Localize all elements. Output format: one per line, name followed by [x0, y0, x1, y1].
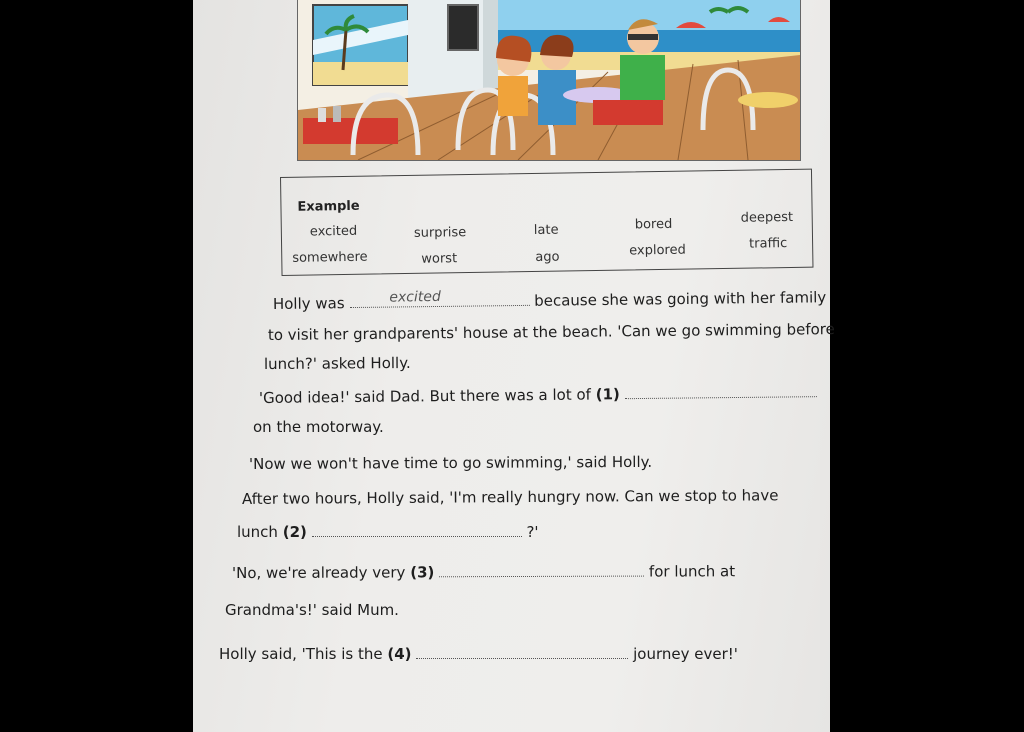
story-line-5: on the motorway. [253, 418, 384, 436]
word-option: excited [309, 223, 358, 240]
word-option: deepest [740, 209, 794, 226]
question-number-1: (1) [595, 385, 620, 404]
word-option: surprise [413, 225, 467, 241]
blank-2[interactable] [312, 522, 522, 537]
word-box [280, 169, 813, 276]
story-line-7: After two hours, Holly said, 'I'm really hungry now. Can we stop to have [241, 486, 779, 508]
story-line-4: 'Good idea!' said Dad. But there was a lot of (1) [259, 382, 817, 407]
story-line-6: 'Now we won't have time to go swimming,' said Holly. [248, 452, 653, 473]
blank-4[interactable] [416, 644, 628, 659]
question-number-4: (4) [387, 645, 412, 663]
story-line-8: lunch (2) ?' [237, 523, 539, 541]
story-line-10: Grandma's!' said Mum. [225, 601, 399, 619]
story-line-11: Holly said, 'This is the (4) journey ever!' [219, 645, 738, 663]
story-line-2: to visit her grandparents' house at the beach. 'Can we go swimming before [267, 320, 835, 344]
word-option: explored [629, 242, 686, 259]
story-line-3: lunch?' asked Holly. [263, 353, 411, 373]
word-option: worst [421, 251, 458, 267]
word-option: late [533, 222, 559, 239]
word-box-title: Example [297, 198, 360, 215]
word-option: somewhere [292, 249, 368, 266]
blank-3[interactable] [439, 562, 644, 578]
story-line-9: 'No, we're already very (3) for lunch at [231, 562, 736, 582]
word-option: bored [634, 216, 673, 233]
question-number-3: (3) [410, 563, 435, 582]
blank-1[interactable] [625, 382, 817, 399]
word-option: traffic [748, 236, 788, 252]
question-number-2: (2) [282, 523, 307, 541]
blank-example [349, 288, 529, 308]
beach-cafe-illustration [297, 0, 801, 161]
word-option: ago [535, 249, 560, 265]
story-line-1: Holly was excited because she was going with her family [272, 288, 827, 313]
example-answer: excited [389, 288, 441, 306]
